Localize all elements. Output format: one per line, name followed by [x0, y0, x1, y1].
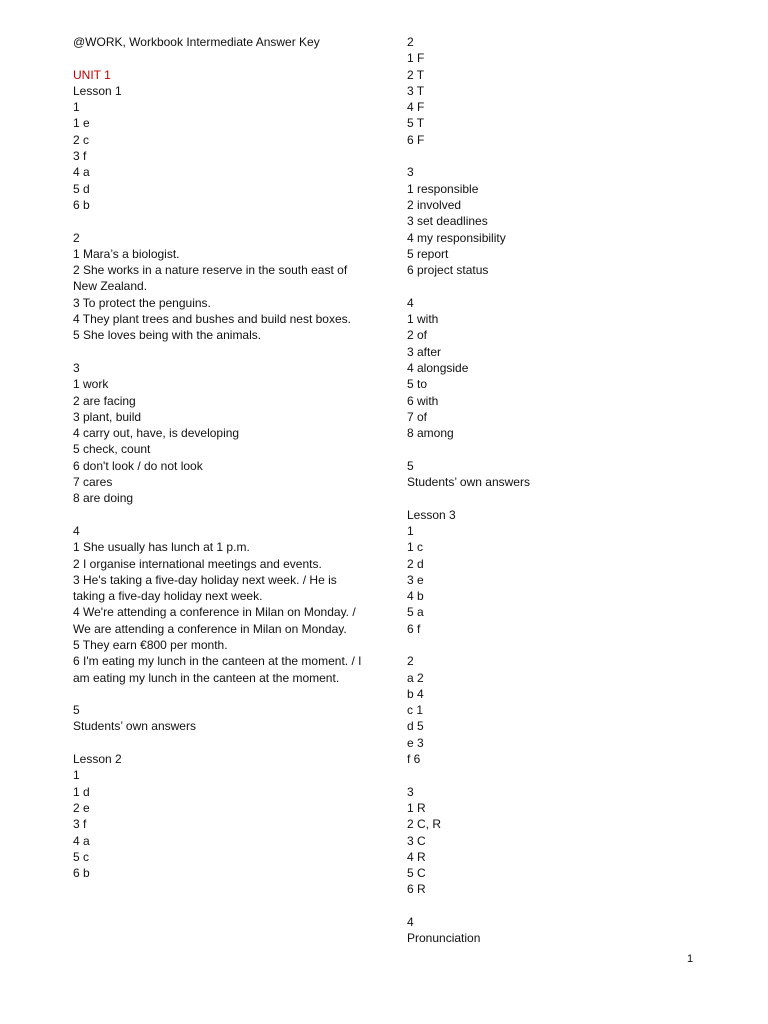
blank-line — [407, 637, 707, 653]
left-column — [73, 34, 368, 881]
answer-line: c 1 — [407, 703, 424, 718]
answer-line: 4 R — [407, 849, 426, 864]
answer-line: Lesson 2 — [73, 752, 122, 767]
answer-line: 4 They plant trees and bushes and build nest boxes. — [73, 312, 351, 327]
answer-line: 4 alongside — [407, 360, 469, 375]
answer-line: 1 responsible — [407, 181, 479, 196]
answer-line: 1 R — [407, 800, 426, 815]
unit-heading: UNIT 1 — [73, 67, 111, 82]
answer-line: 1 — [73, 100, 80, 115]
answer-line: 1 — [73, 768, 80, 783]
answer-line: 7 cares — [73, 475, 113, 490]
answer-line: 6 F — [407, 132, 425, 147]
answer-line: f 6 — [407, 752, 421, 767]
answer-line: @WORK, Workbook Intermediate Answer Key — [73, 35, 320, 49]
answer-line: 8 among — [407, 426, 454, 441]
answer-line: 3 f — [73, 149, 87, 164]
answer-line: 3 — [73, 360, 80, 375]
blank-line — [407, 148, 707, 164]
answer-line: 2 — [73, 230, 80, 245]
answer-line: 4 carry out, have, is developing — [73, 426, 240, 441]
answer-line: 1 Mara’s a biologist. — [73, 246, 180, 261]
answer-line: Lesson 1 — [73, 83, 122, 98]
answer-line: 5 to — [407, 377, 428, 392]
answer-line: 1 — [407, 523, 414, 538]
answer-line: 6 b — [73, 197, 90, 212]
answer-line: a 2 — [407, 670, 424, 685]
answer-line: 3 set deadlines — [407, 214, 488, 229]
answer-line: 6 I'm eating my lunch in the canteen at the moment. / I am eating my lunch in the canteen at the moment. — [73, 654, 362, 685]
answer-line: 5 C — [407, 866, 426, 881]
answer-line: 2 e — [73, 800, 90, 815]
answer-line: 3 T — [407, 83, 425, 98]
answer-line: 5 a — [407, 605, 424, 620]
answer-line: 1 work — [73, 377, 109, 392]
answer-line: 1 c — [407, 540, 424, 555]
blank-line — [73, 686, 368, 702]
answer-line: 3 — [407, 784, 414, 799]
answer-line: 2 T — [407, 67, 425, 82]
answer-line: 2 She works in a nature reserve in the south east of New Zealand. — [73, 263, 348, 294]
answer-line: 5 report — [407, 246, 449, 261]
answer-line: d 5 — [407, 719, 424, 734]
answer-line: 2 d — [407, 556, 424, 571]
answer-line: 7 of — [407, 409, 428, 424]
answer-line: e 3 — [407, 735, 424, 750]
right-column — [407, 34, 707, 947]
answer-line: 3 — [407, 165, 414, 180]
answer-line: 4 a — [73, 165, 90, 180]
answer-line: 1 e — [73, 116, 90, 131]
answer-line: 1 She usually has lunch at 1 p.m. — [73, 540, 250, 555]
blank-line — [407, 490, 707, 506]
answer-line: 5 check, count — [73, 442, 151, 457]
answer-line: b 4 — [407, 686, 424, 701]
blank-line — [407, 898, 707, 914]
answer-line: 2 involved — [407, 197, 462, 212]
answer-line: 3 C — [407, 833, 426, 848]
answer-line: 5 — [407, 458, 414, 473]
blank-line — [407, 767, 707, 783]
answer-line: 2 c — [73, 132, 90, 147]
answer-line: Pronunciation — [407, 931, 481, 946]
answer-line: 3 f — [73, 817, 87, 832]
answer-line: 4 F — [407, 100, 425, 115]
answer-line: 4 We're attending a conference in Milan on Monday. / We are attending a conference in Milan on Monday. — [73, 605, 356, 636]
blank-line — [73, 735, 368, 751]
blank-line — [73, 507, 368, 523]
answer-line: 6 b — [73, 866, 90, 881]
blank-line — [73, 50, 368, 66]
answer-line: 2 of — [407, 328, 428, 343]
answer-line: 8 are doing — [73, 491, 134, 506]
answer-line: 6 R — [407, 882, 426, 897]
answer-line: 4 b — [407, 589, 424, 604]
answer-line: 6 project status — [407, 263, 489, 278]
answer-line: 2 — [407, 654, 414, 669]
answer-line: 5 She loves being with the animals. — [73, 328, 262, 343]
answer-line: 4 — [407, 915, 414, 930]
answer-line: 1 F — [407, 51, 425, 66]
answer-line: 3 e — [407, 572, 424, 587]
answer-line: 4 — [407, 295, 414, 310]
answer-line: 5 — [73, 703, 80, 718]
answer-line: Lesson 3 — [407, 507, 456, 522]
blank-line — [73, 213, 368, 229]
answer-line: 5 They earn €800 per month. — [73, 637, 228, 652]
page-number: 1 — [687, 953, 694, 965]
answer-line: Students’ own answers — [73, 719, 196, 734]
answer-line: 6 don't look / do not look — [73, 458, 203, 473]
answer-line: 4 — [73, 523, 80, 538]
answer-line: 5 c — [73, 849, 90, 864]
answer-line: 3 after — [407, 344, 442, 359]
answer-line: 3 plant, build — [73, 409, 142, 424]
answer-line: 2 I organise international meetings and events. — [73, 556, 322, 571]
answer-line: 6 with — [407, 393, 439, 408]
answer-line: 4 a — [73, 833, 90, 848]
blank-line — [407, 441, 707, 457]
answer-line: 1 with — [407, 312, 439, 327]
answer-line: 2 — [407, 35, 414, 49]
answer-line: 3 To protect the penguins. — [73, 295, 211, 310]
answer-line: 2 are facing — [73, 393, 136, 408]
answer-line: 4 my responsibility — [407, 230, 506, 245]
answer-line: 3 He's taking a five-day holiday next week. / He is taking a five-day holiday next week. — [73, 572, 337, 604]
blank-line — [407, 278, 707, 294]
answer-line: Students’ own answers — [407, 475, 530, 490]
answer-line: 5 d — [73, 181, 90, 196]
answer-line: 1 d — [73, 784, 90, 799]
answer-line: 5 T — [407, 116, 425, 131]
answer-line: 2 C, R — [407, 817, 442, 832]
blank-line — [73, 344, 368, 360]
answer-line: 6 f — [407, 621, 421, 636]
